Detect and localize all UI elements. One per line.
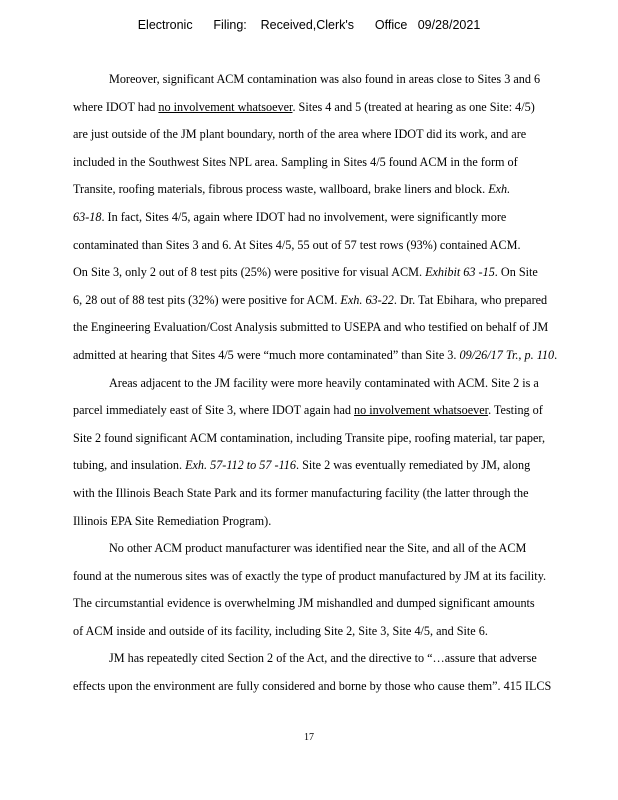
- text-line: Site 2 found significant ACM contamination, including Transite pipe, roofing material, tar paper,: [73, 430, 546, 445]
- text-run: .: [554, 347, 558, 362]
- text-line: [73, 259, 608, 287]
- text-line: Moreover, significant ACM contamination was also found in areas close to Sites 3 and 6: [109, 72, 541, 86]
- citation: Exhibit 63 -15: [425, 265, 495, 280]
- paragraph-3: [73, 535, 608, 645]
- text-run: On Site 3, only 2 out of 8 test pits (25%) were positive for visual ACM.: [73, 265, 426, 280]
- citation: Exh. 63-22: [340, 292, 394, 307]
- text-line: [73, 452, 608, 480]
- text-line: No other ACM product manufacturer was identified near the Site, and all of the ACM: [109, 541, 527, 556]
- text-line: contaminated than Sites 3 and 6. At Sites 4/5, 55 out of 57 test rows (93%) contained ACM.: [73, 237, 521, 252]
- text-line: included in the Southwest Sites NPL area. Sampling in Sites 4/5 found ACM in the form of: [73, 154, 518, 169]
- citation: 09/26/17 Tr., p. 110: [459, 347, 555, 362]
- paragraph-2: [73, 370, 608, 536]
- paragraph-1: [73, 66, 608, 370]
- text-line: [73, 204, 608, 232]
- text-line: with the Illinois Beach State Park and its former manufacturing facility (the latter through the: [73, 485, 529, 500]
- text-line: [73, 287, 608, 315]
- text-run: . In fact, Sites 4/5, again where IDOT had no involvement, were significantly more: [101, 209, 507, 224]
- text-run: where IDOT had: [73, 99, 159, 114]
- text-line: [73, 342, 608, 370]
- text-run: Transite, roofing materials, fibrous process waste, wallboard, brake liners and block.: [73, 182, 489, 197]
- paragraph-4: [73, 645, 608, 700]
- text-run: . Site 2 was eventually remediated by JM, along: [295, 458, 531, 473]
- text-run: . Dr. Tat Ebihara, who prepared: [393, 292, 548, 307]
- text-line: Illinois EPA Site Remediation Program).: [73, 513, 272, 528]
- text-run: . On Site: [494, 265, 538, 280]
- underlined-text: no involvement whatsoever: [354, 403, 489, 418]
- text-line: The circumstantial evidence is overwhelming JM mishandled and dumped significant amounts: [73, 596, 535, 611]
- text-run: admitted at hearing that Sites 4/5 were “much more contaminated” than Site 3.: [73, 347, 460, 362]
- text-line: found at the numerous sites was of exactly the type of product manufactured by JM at its facility.: [73, 568, 547, 583]
- text-run: parcel immediately east of Site 3, where IDOT again had: [73, 403, 355, 418]
- citation: Exh.: [488, 182, 511, 197]
- citation: 63-18: [73, 209, 102, 224]
- text-line: of ACM inside and outside of its facility, including Site 2, Site 3, Site 4/5, and Site 6.: [73, 623, 488, 638]
- text-run: . Sites 4 and 5 (treated at hearing as one Site: 4/5): [292, 99, 535, 114]
- text-line: [73, 176, 608, 204]
- text-line: the Engineering Evaluation/Cost Analysis submitted to USEPA and who testified on behalf of JM: [73, 320, 549, 335]
- filing-header: Electronic Filing: Received,Clerk's Office 09/28/2021: [137, 18, 481, 32]
- text-line: [73, 397, 608, 425]
- text-run: tubing, and insulation.: [73, 458, 186, 473]
- page-number: 17: [304, 732, 314, 743]
- text-line: effects upon the environment are fully considered and borne by those who cause them”. 415 ILCS: [73, 679, 552, 694]
- text-line: Areas adjacent to the JM facility were more heavily contaminated with ACM. Site 2 is a: [109, 375, 539, 390]
- text-line: [73, 94, 608, 122]
- text-run: 6, 28 out of 88 test pits (32%) were positive for ACM.: [73, 292, 341, 307]
- underlined-text: no involvement whatsoever: [158, 99, 293, 114]
- text-line: are just outside of the JM plant boundary, north of the area where IDOT did its work, and are: [73, 127, 527, 142]
- citation: Exh. 57-112 to 57 -116: [185, 458, 296, 473]
- text-run: . Testing of: [488, 403, 543, 418]
- document-body: [73, 66, 608, 701]
- text-line: JM has repeatedly cited Section 2 of the Act, and the directive to “…assure that adverse: [109, 651, 537, 666]
